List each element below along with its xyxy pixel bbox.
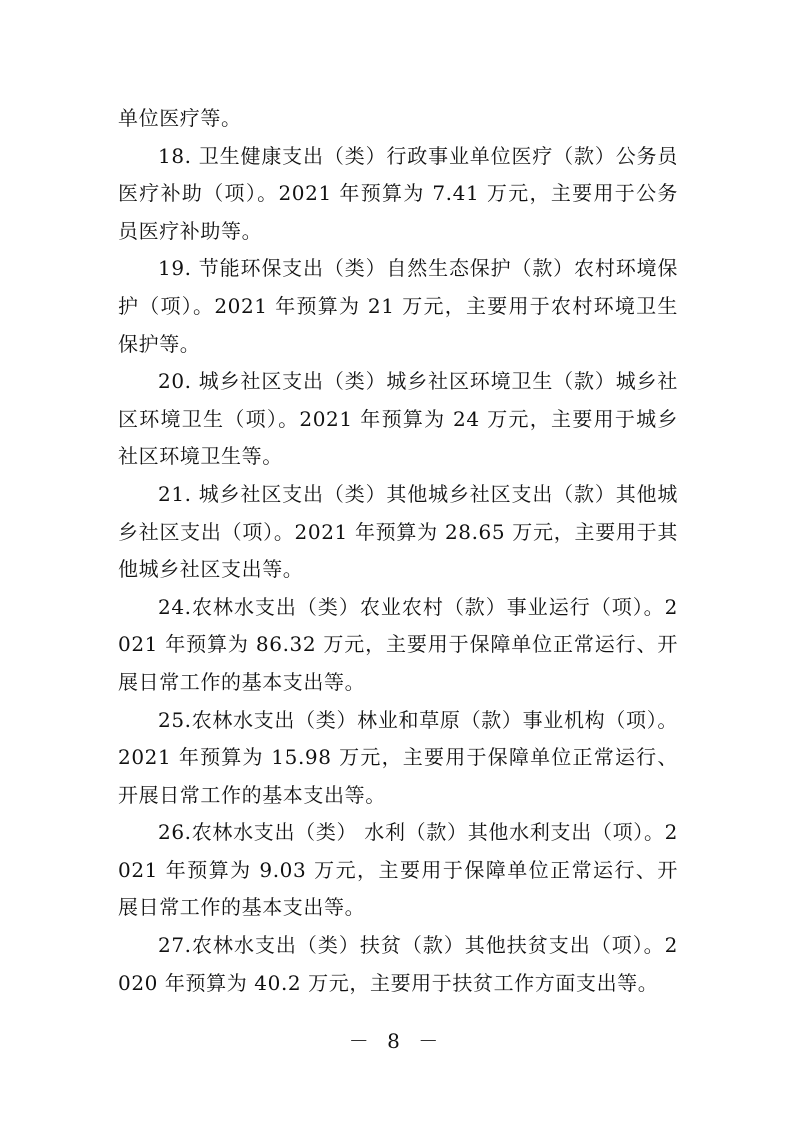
paragraph-item-26: 26.农林水支出（类） 水利（款）其他水利支出（项）。2021 年预算为 9.03 万元，主要用于保障单位正常运行、开展日常工作的基本支出等。 [118, 820, 678, 920]
paragraph-item-18: 18. 卫生健康支出（类）行政事业单位医疗（款）公务员医疗补助（项）。2021 年预算为 7.41 万元，主要用于公务员医疗补助等。 [118, 143, 678, 243]
body-text [118, 100, 678, 1002]
paragraph-continuation: 单位医疗等。 [118, 106, 242, 130]
paragraph-item-27: 27.农林水支出（类）扶贫（款）其他扶贫支出（项）。2020 年预算为 40.2 万元，主要用于扶贫工作方面支出等。 [118, 933, 678, 995]
paragraph-item-20: 20. 城乡社区支出（类）城乡社区环境卫生（款）城乡社区环境卫生（项）。2021 年预算为 24 万元，主要用于城乡社区环境卫生等。 [118, 369, 678, 469]
paragraph-item-25: 25.农林水支出（类）林业和草原（款）事业机构（项）。2021 年预算为 15.98 万元，主要用于保障单位正常运行、开展日常工作的基本支出等。 [118, 707, 678, 807]
paragraph-item-21: 21. 城乡社区支出（类）其他城乡社区支出（款）其他城乡社区支出（项）。2021 年预算为 28.65 万元，主要用于其他城乡社区支出等。 [118, 481, 678, 582]
paragraph-item-19: 19. 节能环保支出（类）自然生态保护（款）农村环境保护（项）。2021 年预算为 21 万元，主要用于农村环境卫生保护等。 [118, 256, 678, 356]
page-number: － 8 － [348, 1029, 445, 1053]
paragraph-item-24: 24.农林水支出（类）农业农村（款）事业运行（项）。2021 年预算为 86.32 万元，主要用于保障单位正常运行、开展日常工作的基本支出等。 [118, 594, 678, 694]
